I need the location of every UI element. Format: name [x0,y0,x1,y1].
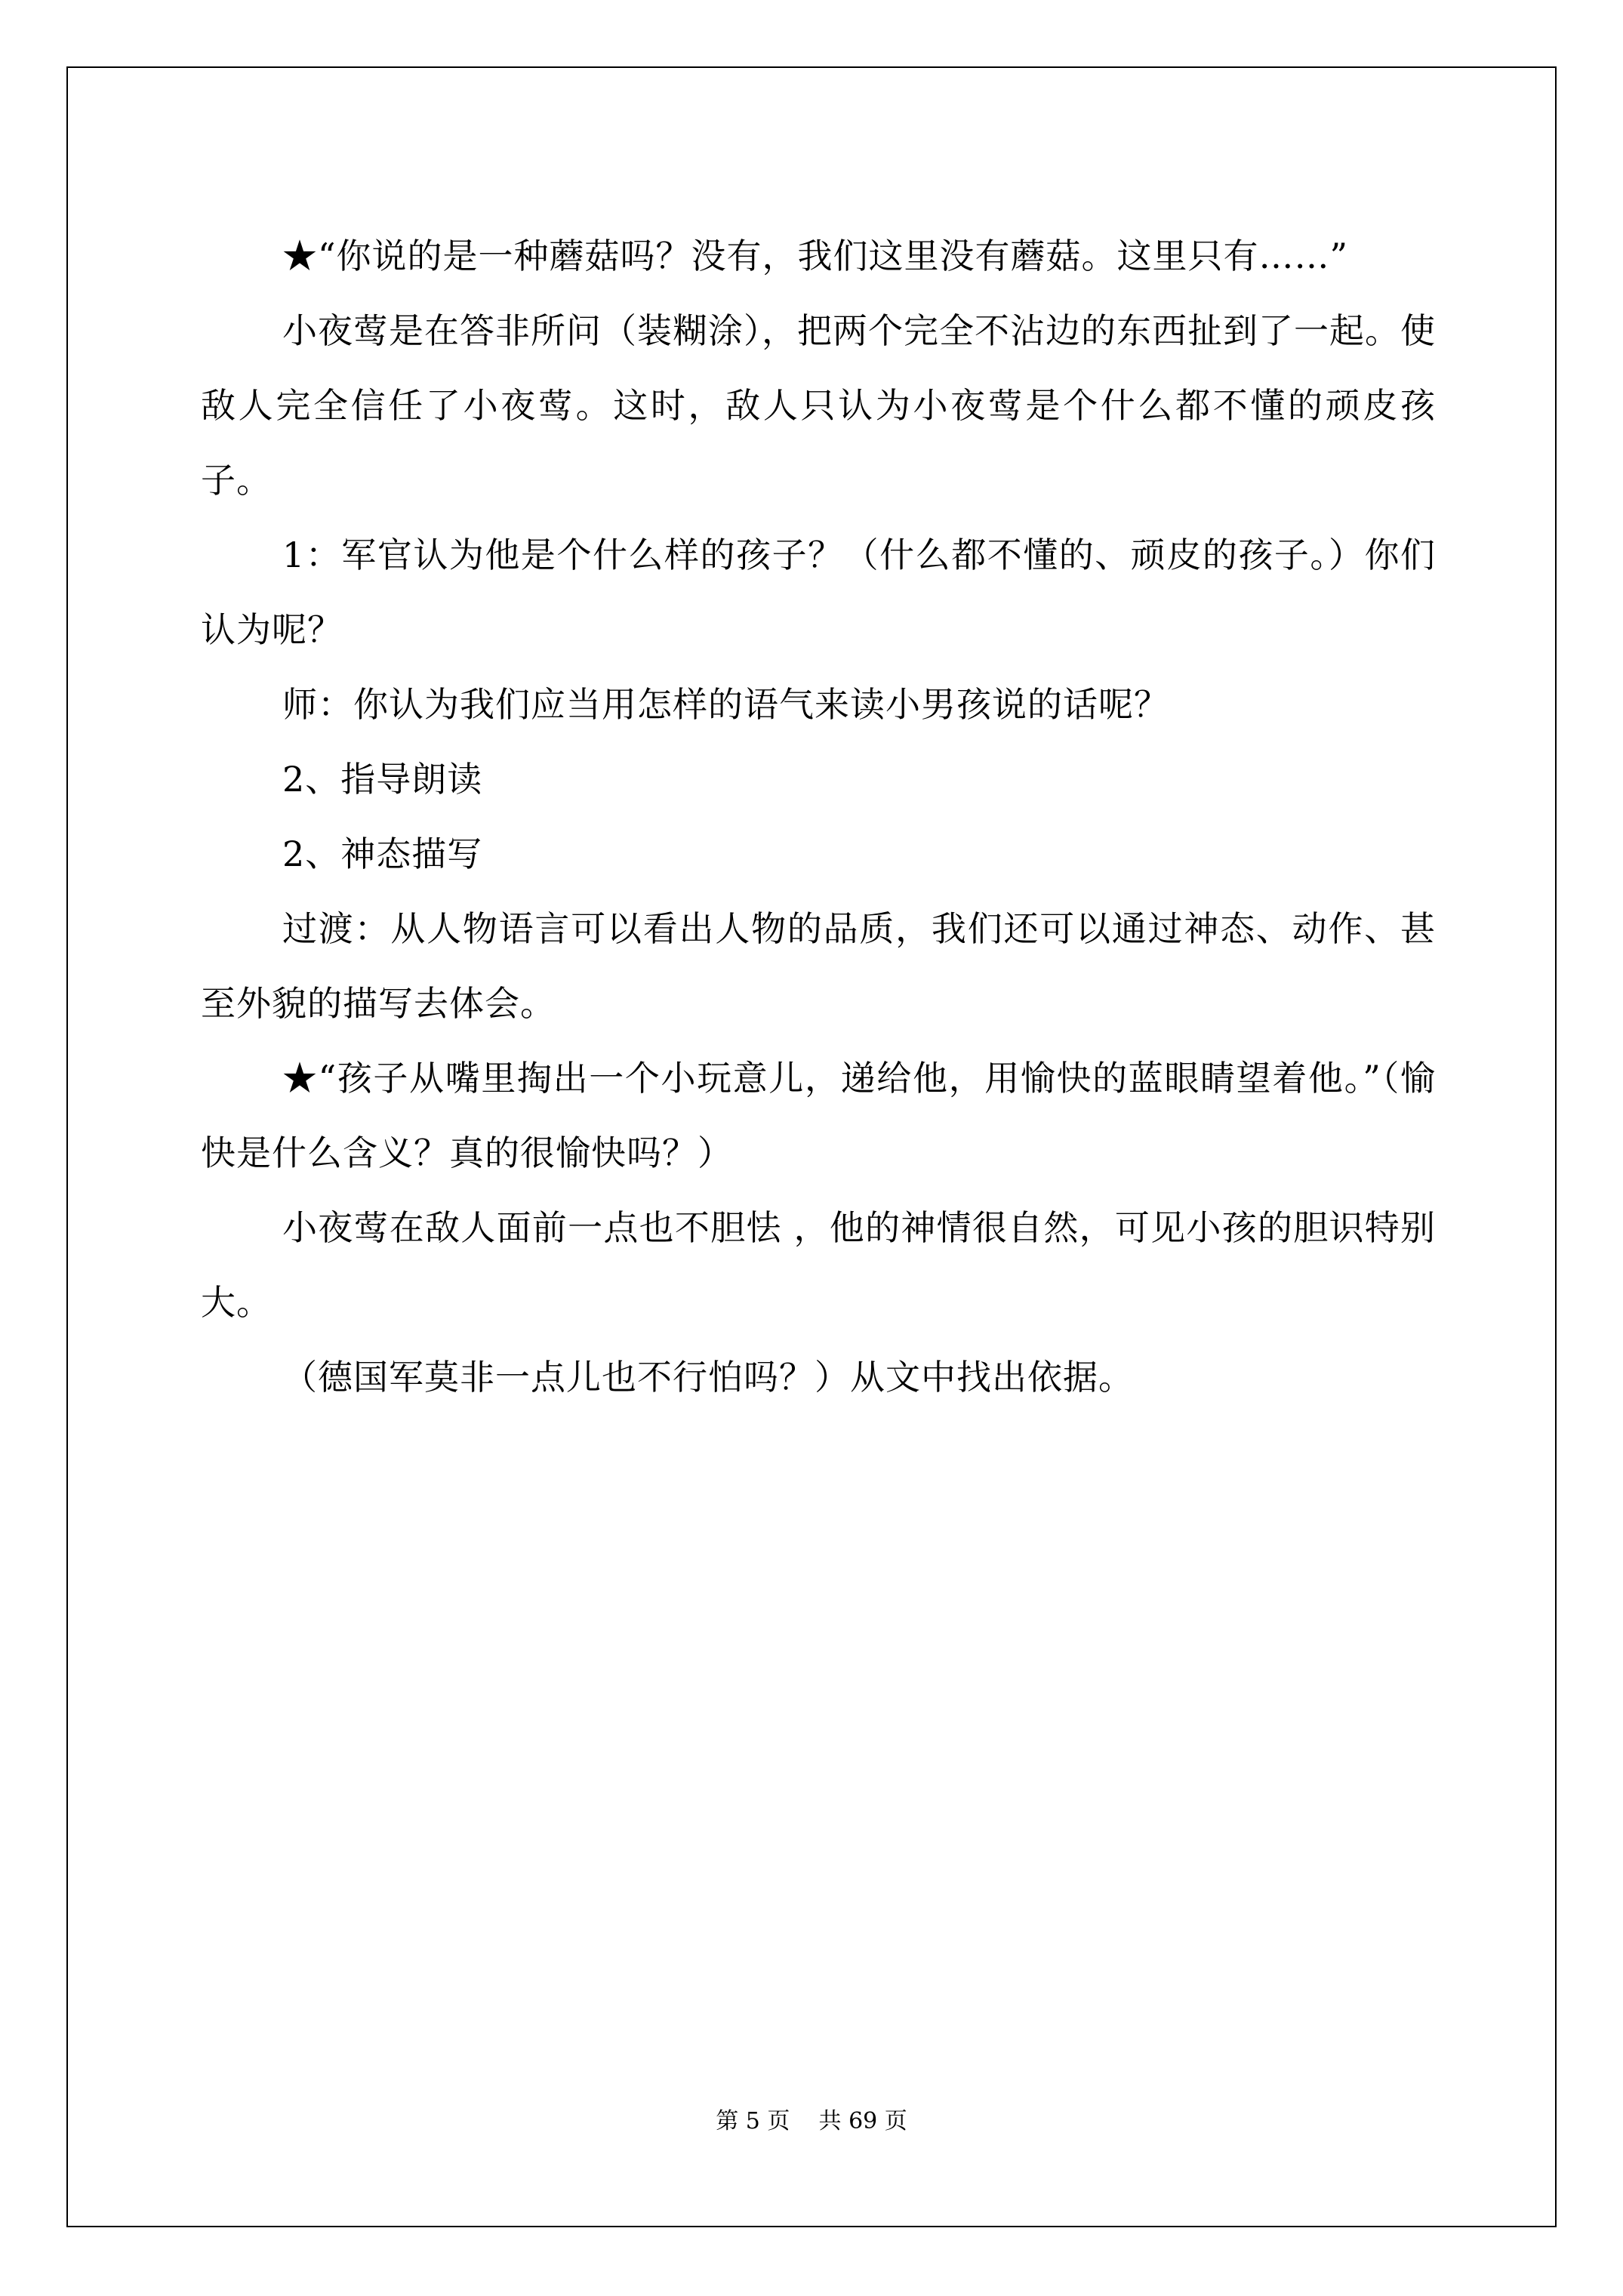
paragraph-4: 师：你认为我们应当用怎样的语气来读小男孩说的话呢？ [282,684,1169,725]
document-body [201,219,1436,1415]
page-number: 第 5 页 [716,2108,790,2134]
paragraph-7: 过渡：从人物语言可以看出人物的品质，我们还可以通过神态、动作、甚至外貌的描写去体会。 [201,908,1436,1024]
paragraph-1: ★“你说的是一种蘑菇吗？没有，我们这里没有蘑菇。这里只有……” [282,236,1349,276]
page-total: 共 69 页 [818,2108,907,2134]
page-footer [0,2106,1623,2137]
paragraph-2: 小夜莺是在答非所问（装糊涂），把两个完全不沾边的东西扯到了一起。使敌人完全信任了小夜莺。这时，敌人只认为小夜莺是个什么都不懂的顽皮孩子。 [201,310,1436,501]
paragraph-5: 2、指导朗读 [282,759,483,800]
paragraph-9: 小夜莺在敌人面前一点也不胆怯 ，他的神情很自然，可见小孩的胆识特别大。 [201,1207,1436,1323]
paragraph-8: ★“孩子从嘴里掏出一个小玩意儿，递给他，用愉快的蓝眼睛望着他。”（愉快是什么含义？真的很愉快吗？） [201,1058,1436,1173]
paragraph-3: 1：军官认为他是个什么样的孩子？（什么都不懂的、顽皮的孩子。）你们认为呢？ [201,535,1436,650]
paragraph-6: 2、神态描写 [282,834,483,874]
paragraph-10: （德国军莫非一点儿也不行怕吗？）从文中找出依据。 [282,1357,1134,1398]
